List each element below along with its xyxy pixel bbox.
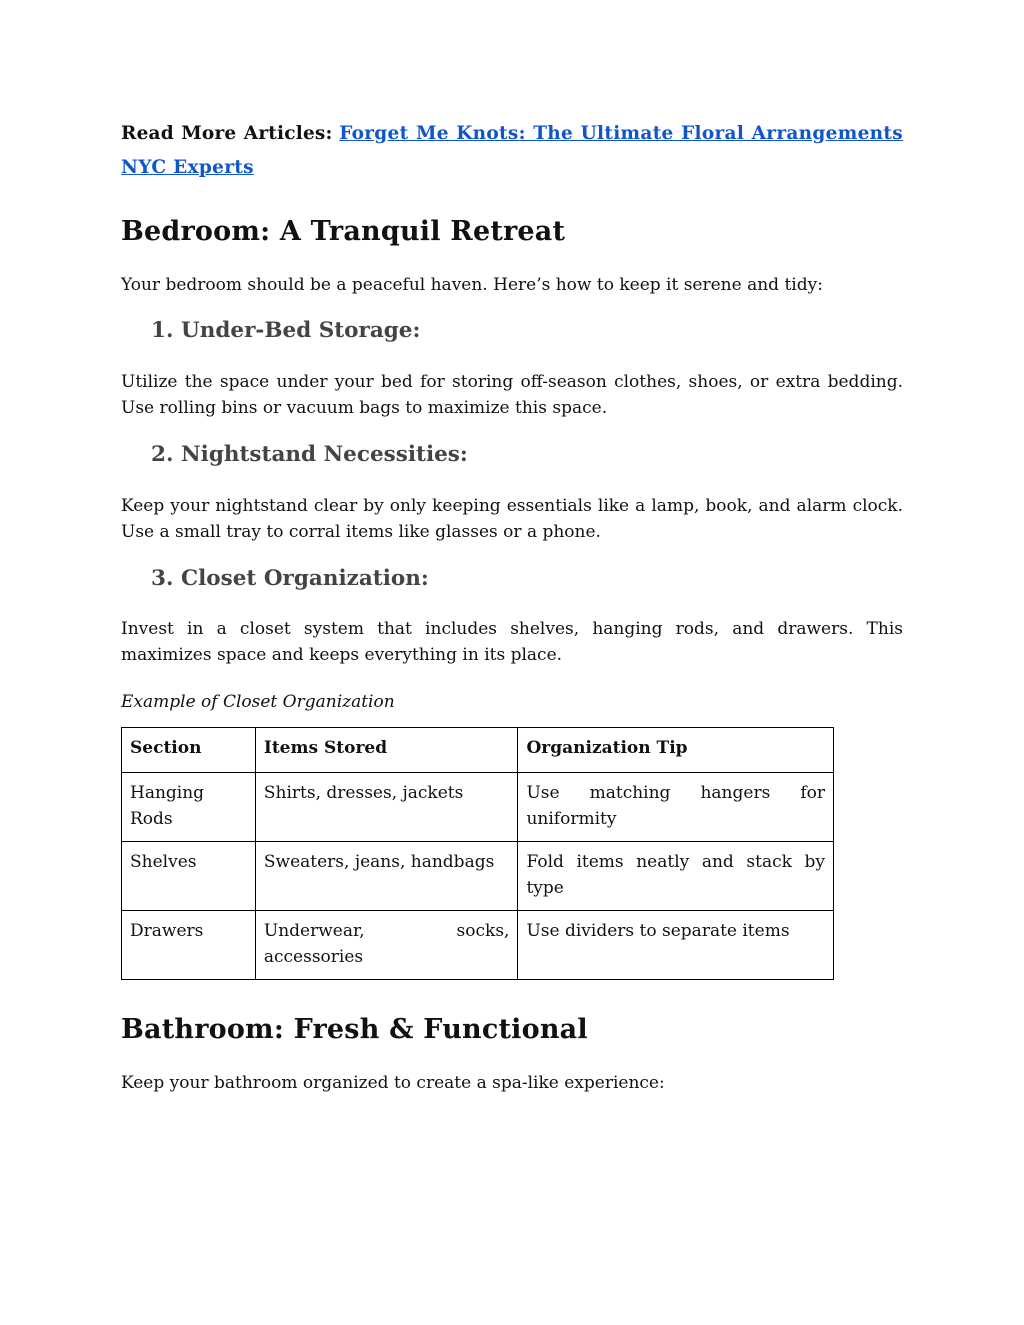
bedroom-intro: Your bedroom should be a peaceful haven. Here’s how to keep it serene and tidy: (121, 275, 823, 295)
subheading-nightstand-necessities (151, 442, 468, 467)
table-row (122, 911, 834, 980)
subheading-closet-organization (151, 566, 429, 591)
table-row (122, 773, 834, 842)
read-more-link[interactable]: Forget Me Knots: The Ultimate Floral Arrangements NYC Experts (121, 123, 903, 178)
table-cell: Fold items neatly and stack by type (518, 842, 834, 911)
bathroom-heading: Bathroom: Fresh & Functional (121, 1014, 588, 1045)
table-header-cell: Items Stored (255, 728, 518, 773)
under-bed-storage-body: Utilize the space under your bed for storing off-season clothes, shoes, or extra bedding. Use rolling bins or vacuum bags to maximize this space. (121, 372, 903, 418)
table-cell: Drawers (122, 911, 256, 980)
closet-organization-body: Invest in a closet system that includes shelves, hanging rods, and drawers. This maximizes space and keeps everything in its place. (121, 619, 903, 665)
table-cell: Shelves (122, 842, 256, 911)
bedroom-heading: Bedroom: A Tranquil Retreat (121, 216, 566, 247)
read-more-line (121, 117, 903, 185)
nightstand-necessities-body: Keep your nightstand clear by only keeping essentials like a lamp, book, and alarm clock. Use a small tray to corral items like glasses or a phone. (121, 496, 903, 542)
list-number: 3. (151, 566, 174, 591)
subheading-under-bed-storage (151, 318, 420, 343)
table-caption: Example of Closet Organization (121, 692, 395, 712)
subheading-title: Under-Bed Storage: (181, 318, 421, 343)
list-number: 2. (151, 442, 174, 467)
table-row (122, 842, 834, 911)
bathroom-intro: Keep your bathroom organized to create a spa-like experience: (121, 1073, 665, 1093)
subheading-title: Closet Organization: (181, 566, 429, 591)
subheading-title: Nightstand Necessities: (181, 442, 468, 467)
table-header-cell: Section (122, 728, 256, 773)
table-cell: Use matching hangers for uniformity (518, 773, 834, 842)
table-cell: Shirts, dresses, jackets (255, 773, 518, 842)
closet-organization-table (121, 727, 834, 980)
table-cell: Sweaters, jeans, handbags (255, 842, 518, 911)
list-number: 1. (151, 318, 174, 343)
table-header-cell: Organization Tip (518, 728, 834, 773)
table-cell: Use dividers to separate items (518, 911, 834, 980)
table-header-row (122, 728, 834, 773)
read-more-label: Read More Articles: (121, 123, 333, 144)
table-cell: Underwear, socks, accessories (255, 911, 518, 980)
table-cell: Hanging Rods (122, 773, 256, 842)
